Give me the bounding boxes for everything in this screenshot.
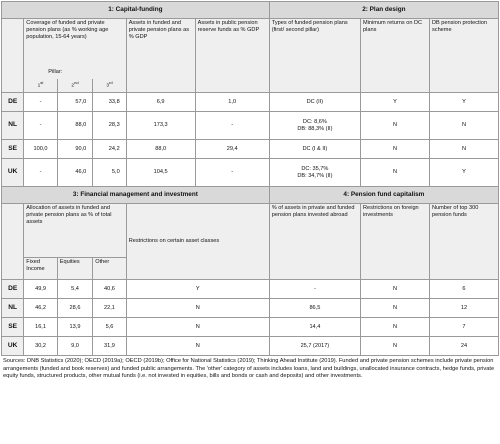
pillar2-value: 88,0 [57,112,92,140]
top300-value: 12 [429,299,498,318]
pillar3-value: 5,0 [93,159,126,187]
equities-header: Equities [57,258,92,280]
pillar1-value: 100,0 [24,140,57,159]
top300-value: 7 [429,318,498,337]
reserve-value: - [195,112,269,140]
types-line-1: DC (I & II) [302,145,328,152]
coverage-header: Coverage of funded and private pension plans (as % working age population, 15-64 years) [24,19,126,67]
types-value [269,140,360,159]
other-header: Other [93,258,126,280]
foreign-restrictions-value: N [361,299,430,318]
min-returns-value: N [361,112,430,140]
assets-gdp-value: 104,5 [126,159,195,187]
section3-title: 3: Financial management and investment [2,187,270,204]
fixed-income-value: 49,9 [24,280,57,299]
reserve-header: Assets in public pension reserve funds as % GDP [195,19,269,93]
top300-value: 24 [429,337,498,356]
other-value: 22,1 [93,299,126,318]
allocation-header: Allocation of assets in funded and private pension plans as % of total assets [24,204,126,258]
min-returns-value: Y [361,93,430,112]
abroad-value: 86,5 [269,299,360,318]
fixed-income-value: 16,1 [24,318,57,337]
restrictions-value: N [126,337,269,356]
pillar2-value: 46,0 [57,159,92,187]
pillar1-value: - [24,112,57,140]
country-label: SE [2,318,24,337]
section2-title: 2: Plan design [269,2,498,19]
restrictions-value: N [126,299,269,318]
section4-title: 4: Pension fund capitalism [269,187,498,204]
db-protection-value: N [429,140,498,159]
reserve-value: - [195,159,269,187]
reserve-value: 29,4 [195,140,269,159]
pillar2-value: 90,0 [57,140,92,159]
equities-value: 28,6 [57,299,92,318]
pillar-2: 2nd [57,79,92,93]
restrictions-header: Restrictions on certain asset classes [126,204,269,280]
other-value: 31,9 [93,337,126,356]
types-line-1: DC (II) [306,98,324,105]
pillar-3: 3rd [93,79,126,93]
min-returns-header: Minimum returns on DC plans [361,19,430,93]
country-label: SE [2,140,24,159]
abroad-value: 25,7 (2017) [269,337,360,356]
db-protection-header: DB pension protection scheme [429,19,498,93]
equities-value: 13,9 [57,318,92,337]
country-label: DE [2,280,24,299]
source-note: Sources: DNB Statistics (2020); OECD (2019a); OECD (2019b); Office for National Statistics (2019); Thinking Ahead Institute (2019). Funded and private pension schemes include private pension arrangements (funded and book reserves) and funded public arrangements. The 'other' category of assets includes loans, land and buildings, unallocated insurance contracts, hedge funds, private equity funds, structured products, other mutual funds (i.e. not invested in equities, bills and bonds or cash and deposits) and other investments. [3,358,495,380]
pillar3-value: 24,2 [93,140,126,159]
table-row [2,318,499,337]
fixed-income-value: 30,2 [24,337,57,356]
pillar-1: 1st [24,79,57,93]
pillar-label: Pillar: [24,67,126,79]
assets-gdp-value: 88,0 [126,140,195,159]
types-line-1: DC: 8,6% [302,118,327,125]
fixed-income-value: 46,2 [24,299,57,318]
min-returns-value: N [361,140,430,159]
other-value: 40,6 [93,280,126,299]
table-row [2,280,499,299]
table-row [2,159,499,187]
pillar1-value: - [24,159,57,187]
corner-cell [2,19,24,93]
top300-header: Number of top 300 pension funds [429,204,498,280]
foreign-restrictions-value: N [361,337,430,356]
foreign-restrictions-value: N [361,280,430,299]
table-row [2,299,499,318]
reserve-value: 1,0 [195,93,269,112]
country-label: DE [2,93,24,112]
db-protection-value: N [429,112,498,140]
abroad-header: % of assets in private and funded pension plans invested abroad [269,204,360,280]
types-value [269,159,360,187]
pension-comparison-table [1,1,499,356]
country-label: UK [2,337,24,356]
other-value: 5,6 [93,318,126,337]
foreign-restrictions-value: N [361,318,430,337]
assets-gdp-header: Assets in funded and private pension plans as % GDP [126,19,195,93]
pillar2-value: 57,0 [57,93,92,112]
types-line-1: DC: 35,7% [301,165,329,172]
pillar1-value: - [24,93,57,112]
top300-value: 6 [429,280,498,299]
assets-gdp-value: 6,9 [126,93,195,112]
db-protection-value: Y [429,93,498,112]
corner-cell-bottom [2,204,24,280]
fixed-income-header: Fixed Income [24,258,57,280]
table-row [2,93,499,112]
types-line-2: DB: 88,3% (II) [297,125,333,132]
restrictions-value: N [126,318,269,337]
min-returns-value: N [361,159,430,187]
types-value [269,112,360,140]
table-row [2,112,499,140]
country-label: UK [2,159,24,187]
abroad-value: 14,4 [269,318,360,337]
equities-value: 9,0 [57,337,92,356]
equities-value: 5,4 [57,280,92,299]
restrictions-value: Y [126,280,269,299]
types-header: Types of funded pension plans (first/ second pillar) [269,19,360,93]
section1-title: 1: Capital-funding [2,2,270,19]
table-row [2,337,499,356]
pillar3-value: 33,8 [93,93,126,112]
types-value [269,93,360,112]
country-label: NL [2,299,24,318]
db-protection-value: Y [429,159,498,187]
assets-gdp-value: 173,3 [126,112,195,140]
abroad-value: - [269,280,360,299]
country-label: NL [2,112,24,140]
types-line-2: DB: 34,7% (II) [297,172,333,179]
table-row [2,140,499,159]
pillar3-value: 28,3 [93,112,126,140]
foreign-restrictions-header: Restrictions on foreign investments [361,204,430,280]
